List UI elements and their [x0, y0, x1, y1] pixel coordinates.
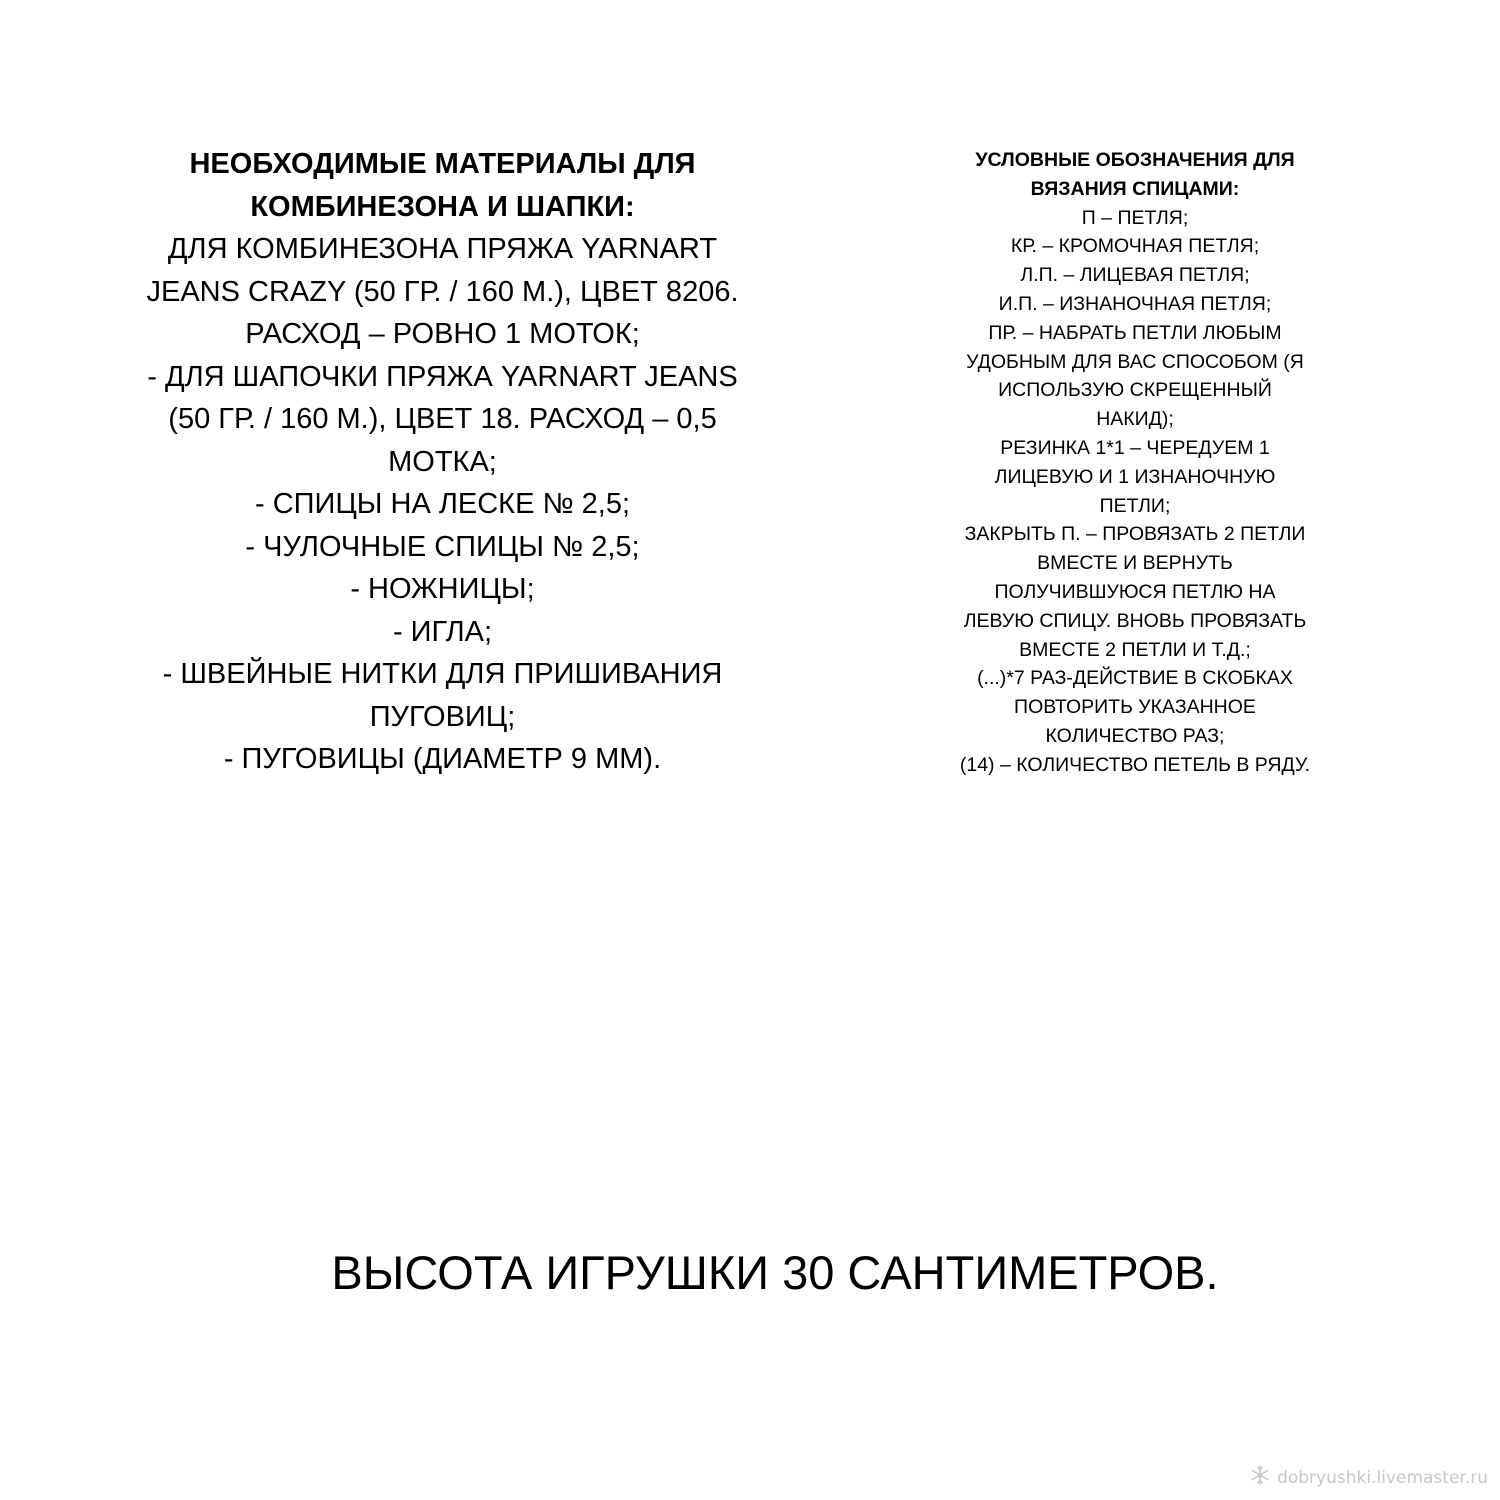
materials-line: - ПУГОВИЦЫ (ДИАМЕТР 9 ММ). [223, 743, 662, 775]
legend-line: ПЕТЛИ; [1099, 494, 1171, 517]
legend-line: (14) – КОЛИЧЕСТВО ПЕТЕЛЬ В РЯДУ. [959, 753, 1311, 776]
legend-title-line: УСЛОВНЫЕ ОБОЗНАЧЕНИЯ ДЛЯ [975, 149, 1295, 171]
materials-line: - ЧУЛОЧНЫЕ СПИЦЫ № 2,5; [245, 530, 640, 563]
materials-section [100, 143, 785, 781]
legend-line: И.П. – ИЗНАНОЧНАЯ ПЕТЛЯ; [998, 292, 1272, 315]
legend-title [915, 146, 1355, 204]
watermark [1249, 1464, 1488, 1491]
materials-line: ПУГОВИЦ; [369, 700, 516, 733]
materials-line: - ИГЛА; [392, 615, 493, 648]
legend-line: ПР. – НАБРАТЬ ПЕТЛИ ЛЮБЫМ [988, 321, 1282, 344]
materials-line: - НОЖНИЦЫ; [350, 573, 535, 605]
snowflake-icon [1249, 1464, 1271, 1491]
legend-line: ИСПОЛЬЗУЮ СКРЕЩЕННЫЙ [998, 379, 1272, 402]
materials-title [100, 143, 785, 228]
materials-line: (50 ГР. / 160 М.), ЦВЕТ 18. РАСХОД – 0,5 [168, 403, 717, 435]
materials-line: - СПИЦЫ НА ЛЕСКЕ № 2,5; [254, 488, 631, 520]
materials-line: МОТКА; [388, 445, 497, 478]
legend-line: ЛЕВУЮ СПИЦУ. ВНОВЬ ПРОВЯЗАТЬ [963, 609, 1307, 632]
legend-line: Л.П. – ЛИЦЕВАЯ ПЕТЛЯ; [1020, 264, 1250, 287]
legend-line: ВМЕСТЕ И ВЕРНУТЬ [1037, 552, 1233, 575]
legend-line: ПОЛУЧИВШУЮСЯ ПЕТЛЮ НА [994, 580, 1276, 603]
legend-line: П – ПЕТЛЯ; [1081, 206, 1189, 229]
materials-line: ДЛЯ КОМБИНЕЗОНА ПРЯЖА YARNART [167, 233, 718, 265]
materials-line: - ШВЕЙНЫЕ НИТКИ ДЛЯ ПРИШИВАНИЯ [162, 658, 723, 690]
materials-list [100, 228, 785, 781]
legend-line: ПОВТОРИТЬ УКАЗАННОЕ [1014, 696, 1256, 719]
materials-line: JEANS CRAZY (50 ГР. / 160 М.), ЦВЕТ 8206. [146, 275, 739, 308]
watermark-text: dobryushki.livemaster.ru [1277, 1467, 1488, 1488]
legend-line: РЕЗИНКА 1*1 – ЧЕРЕДУЕМ 1 [1000, 436, 1270, 459]
materials-title-line: КОМБИНЕЗОНА И ШАПКИ: [250, 190, 635, 223]
materials-title-line: НЕОБХОДИМЫЕ МАТЕРИАЛЫ ДЛЯ [189, 148, 696, 180]
legend-line: КР. – КРОМОЧНАЯ ПЕТЛЯ; [1010, 235, 1260, 258]
legend-title-line: ВЯЗАНИЯ СПИЦАМИ: [1030, 177, 1240, 200]
legend-list [915, 204, 1355, 780]
legend-line: НАКИД); [1096, 408, 1174, 431]
materials-line: РАСХОД – РОВНО 1 МОТОК; [245, 318, 640, 350]
materials-line: - ДЛЯ ШАПОЧКИ ПРЯЖА YARNART JEANS [147, 360, 738, 393]
legend-line: ВМЕСТЕ 2 ПЕТЛИ И Т.Д.; [1019, 638, 1251, 661]
legend-line: ЗАКРЫТЬ П. – ПРОВЯЗАТЬ 2 ПЕТЛИ [964, 523, 1306, 546]
toy-height-note: ВЫСОТА ИГРУШКИ 30 САНТИМЕТРОВ. [331, 1246, 1219, 1299]
legend-line: ЛИЦЕВУЮ И 1 ИЗНАНОЧНУЮ [994, 465, 1276, 488]
legend-line: УДОБНЫМ ДЛЯ ВАС СПОСОБОМ (Я [966, 350, 1304, 373]
legend-section [915, 146, 1355, 780]
legend-line: (...)*7 РАЗ-ДЕЙСТВИЕ В СКОБКАХ [977, 667, 1293, 690]
legend-line: КОЛИЧЕСТВО РАЗ; [1045, 724, 1225, 747]
